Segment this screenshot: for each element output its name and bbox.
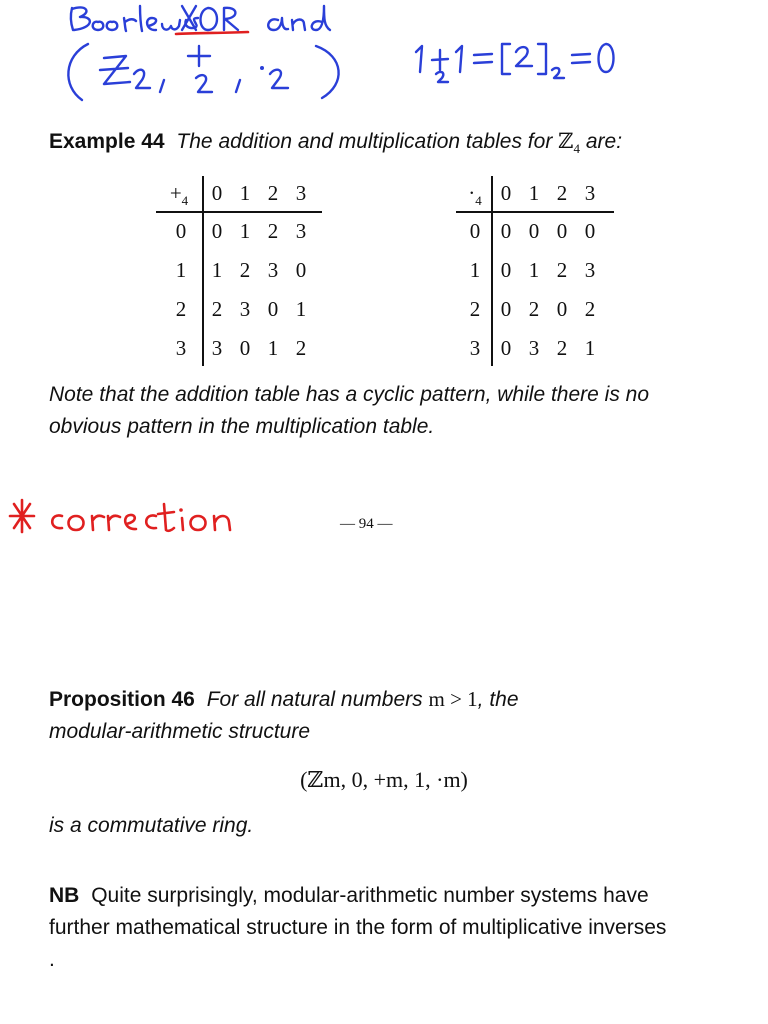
addition-header-cell: 3: [295, 181, 307, 205]
handwriting-boolean: [71, 6, 198, 31]
example-set-symbol: ℤ$_4$: [558, 129, 580, 157]
multiplication-cell: 3: [528, 336, 540, 360]
handwriting-and: [268, 6, 330, 30]
proposition-condition: m > 1: [428, 687, 478, 711]
multiplication-cell: 3: [584, 258, 596, 282]
proposition-conclusion: is a commutative ring.: [49, 814, 254, 837]
proposition-block: [49, 683, 749, 748]
handwriting-tuple: [68, 44, 338, 100]
nb-label: NB: [49, 884, 80, 907]
addition-cell: 2: [295, 336, 307, 360]
multiplication-cell: 0: [528, 219, 540, 243]
addition-header-cell: 0: [211, 181, 223, 205]
nb-line: .: [49, 948, 55, 971]
addition-header-cell: 1: [239, 181, 251, 205]
multiplication-cell: 2: [556, 258, 568, 282]
multiplication-row-label: 1: [469, 258, 481, 282]
addition-cell: 1: [239, 219, 251, 243]
addition-cell: 3: [267, 258, 279, 282]
example-heading: [49, 125, 622, 165]
addition-cell: 2: [211, 297, 223, 321]
multiplication-row-label: 0: [469, 219, 481, 243]
nb-text: Quite surprisingly, modular-arithmetic number systems have: [91, 884, 649, 907]
multiplication-header-cell: 1: [528, 181, 540, 205]
multiplication-table-horizontal-rule: [456, 211, 614, 213]
example-text-after: are:: [585, 130, 623, 153]
handwriting-xor: [182, 6, 238, 30]
multiplication-cell: 2: [584, 297, 596, 321]
addition-cell: 3: [211, 336, 223, 360]
multiplication-cell: 1: [584, 336, 596, 360]
example-text: The addition and multiplication tables for: [176, 130, 553, 153]
note-paragraph: [49, 379, 749, 443]
note-line: Note that the addition table has a cyclic pattern, while there is no: [49, 383, 650, 406]
multiplication-row-label: 2: [469, 297, 481, 321]
addition-cell: 1: [267, 336, 279, 360]
addition-row-label: 0: [175, 219, 187, 243]
multiplication-cell: 0: [500, 336, 512, 360]
addition-cell: 2: [239, 258, 251, 282]
multiplication-header-cell: 3: [584, 181, 596, 205]
addition-cell: 0: [295, 258, 307, 282]
addition-row-label: 1: [175, 258, 187, 282]
proposition-label: Proposition 46: [49, 688, 195, 711]
nb-line: further mathematical structure in the form of multiplicative inverses: [49, 916, 667, 939]
multiplication-cell: 0: [500, 297, 512, 321]
multiplication-operator: $\cdot_4$: [468, 181, 482, 209]
multiplication-table: [450, 176, 620, 366]
multiplication-cell: 1: [528, 258, 540, 282]
handwritten-annotations: [0, 0, 768, 110]
multiplication-row-label: 3: [469, 336, 481, 360]
addition-cell: 1: [211, 258, 223, 282]
page-number: — 94 —: [340, 516, 393, 532]
addition-table-horizontal-rule: [156, 211, 322, 213]
addition-table: [150, 176, 330, 366]
addition-cell: 0: [267, 297, 279, 321]
handwriting-correction: [0, 490, 260, 550]
multiplication-header-cell: 2: [556, 181, 568, 205]
multiplication-cell: 2: [556, 336, 568, 360]
addition-header-cell: 2: [267, 181, 279, 205]
multiplication-cell: 0: [556, 297, 568, 321]
handwriting-equation: [416, 44, 614, 82]
note-line: obvious pattern in the multiplication table.: [49, 415, 435, 438]
addition-cell: 3: [239, 297, 251, 321]
addition-row-label: 2: [175, 297, 187, 321]
addition-cell: 2: [267, 219, 279, 243]
nb-paragraph: [49, 880, 759, 976]
multiplication-table-vertical-rule: [491, 176, 493, 366]
addition-cell: 0: [211, 219, 223, 243]
xor-underline: [176, 32, 248, 34]
multiplication-cell: 0: [500, 258, 512, 282]
multiplication-cell: 2: [528, 297, 540, 321]
proposition-text: For all natural numbers: [206, 688, 423, 711]
proposition-text-after: , the: [477, 688, 519, 711]
multiplication-cell: 0: [556, 219, 568, 243]
proposition-formula: (ℤm, 0, +m, 1, ·m): [300, 767, 468, 792]
addition-operator: $+_4$: [169, 181, 189, 209]
multiplication-header-cell: 0: [500, 181, 512, 205]
addition-cell: 3: [295, 219, 307, 243]
addition-row-label: 3: [175, 336, 187, 360]
addition-cell: 0: [239, 336, 251, 360]
proposition-line2: modular-arithmetic structure: [49, 720, 311, 743]
addition-table-vertical-rule: [202, 176, 204, 366]
multiplication-cell: 0: [584, 219, 596, 243]
example-label: Example 44: [49, 130, 165, 153]
addition-cell: 1: [295, 297, 307, 321]
multiplication-cell: 0: [500, 219, 512, 243]
